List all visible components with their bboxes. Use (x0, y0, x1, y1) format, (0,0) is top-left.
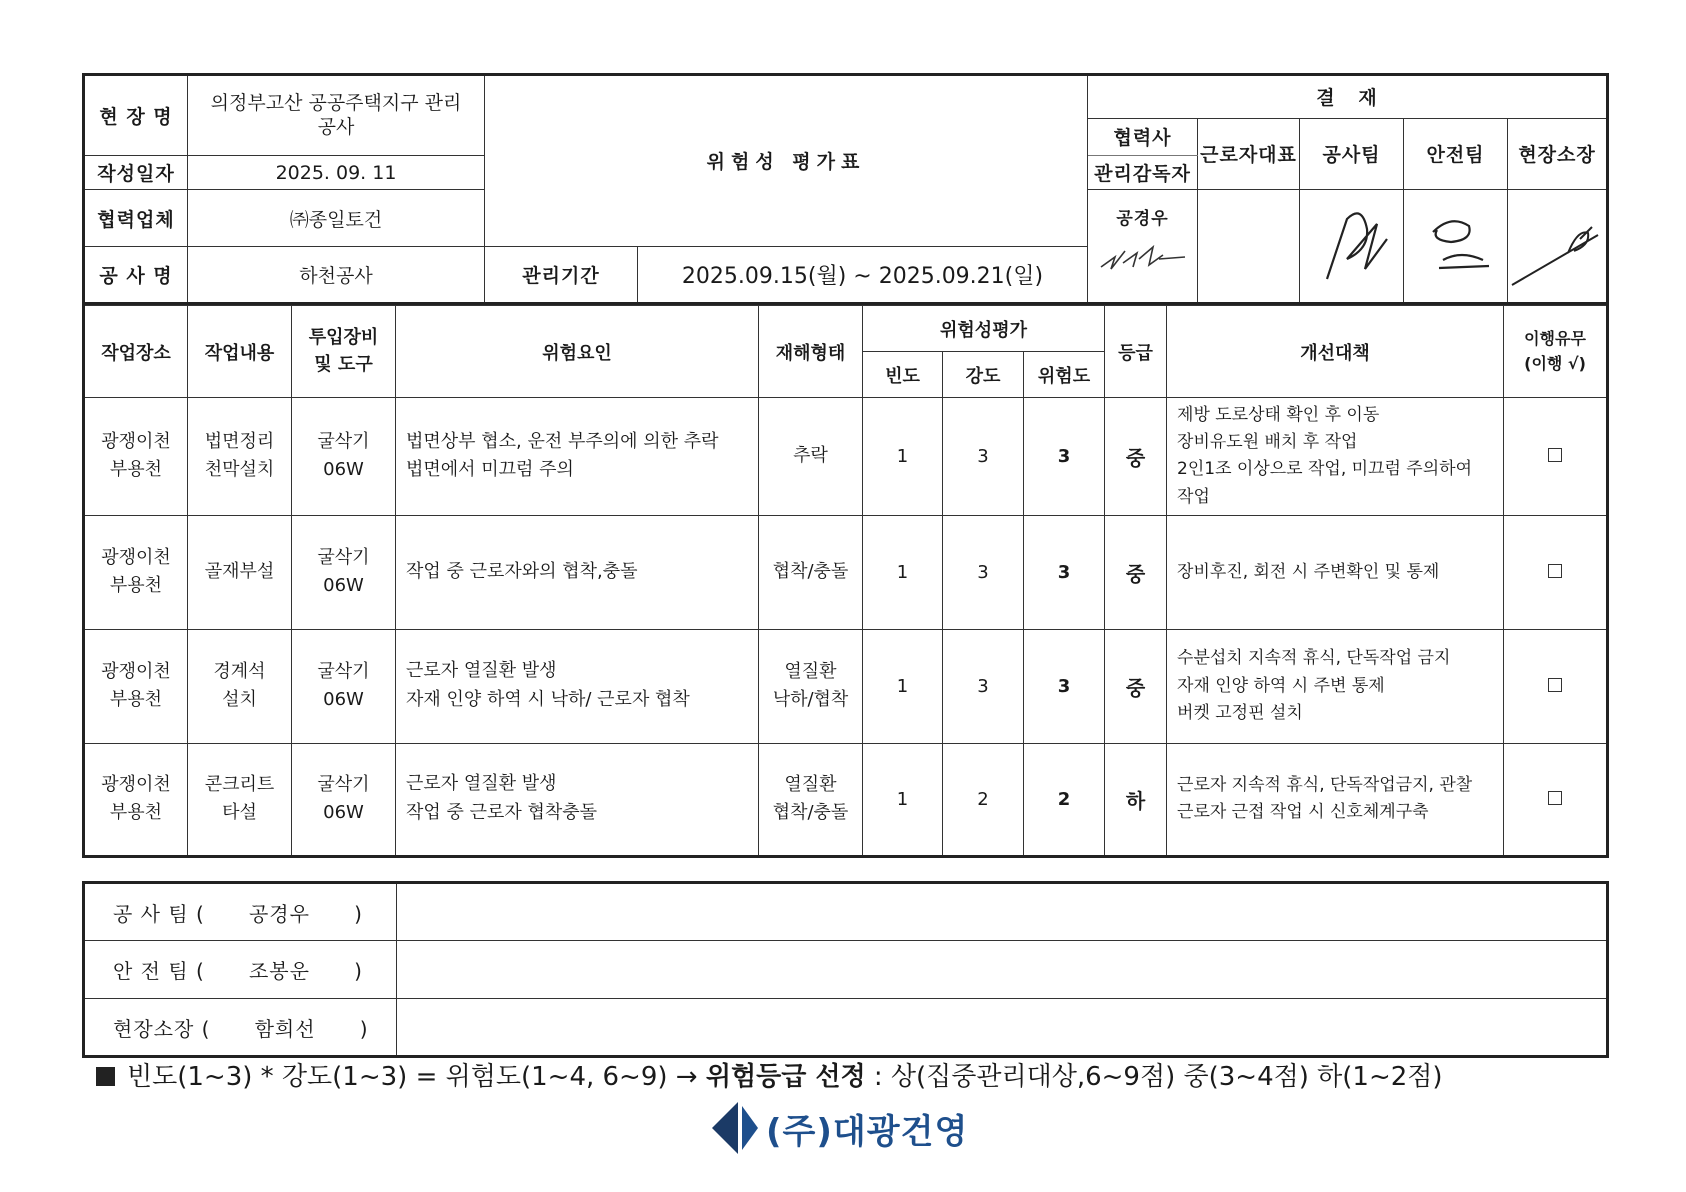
row-content: 법면정리 천막설치 (188, 398, 292, 516)
col-frequency: 빈도 (863, 352, 943, 398)
contractor-label: 협력업체 (84, 190, 188, 247)
site-name-text: 의정부고산 공공주택지구 관리공사 (210, 91, 462, 138)
col-done: 이행유무 (이행 √) (1504, 306, 1608, 398)
row-done-cell (1504, 515, 1608, 629)
row-accident: 열질환 협착/충돌 (759, 743, 863, 856)
row-risk: 2 (1024, 743, 1105, 856)
row-measure: 장비후진, 회전 시 주변확인 및 통제 (1167, 515, 1504, 629)
row-grade: 하 (1105, 743, 1167, 856)
row-accident: 열질환 낙하/협착 (759, 629, 863, 743)
row-content: 콘크리트 타설 (188, 743, 292, 856)
row-done-cell (1504, 743, 1608, 856)
approval-title: 결 재 (1088, 75, 1608, 119)
row-content: 경계석 설치 (188, 629, 292, 743)
col-hazard: 위험요인 (396, 306, 759, 398)
company-logo (712, 1100, 968, 1156)
col-severity: 강도 (943, 352, 1024, 398)
col-content: 작업내용 (188, 306, 292, 398)
row-severity: 2 (943, 743, 1024, 856)
row-severity: 3 (943, 629, 1024, 743)
role-construction-team: 공사팀 (1300, 118, 1404, 189)
row-severity: 3 (943, 515, 1024, 629)
formula-text: 빈도(1~3) * 강도(1~3) = 위험도(1~4, 6~9) → (127, 1062, 698, 1092)
partner-label: 협력사 (1088, 118, 1198, 155)
team-construction-label: 공 사 팀 ( 공경우 ) (84, 883, 397, 941)
company-name: (주)대광건영 (766, 1111, 969, 1152)
grade-selection-label: 위험등급 선정 (705, 1062, 866, 1092)
row-done-cell (1504, 629, 1608, 743)
row-equipment: 굴삭기 06W (292, 515, 396, 629)
col-grade: 등급 (1105, 306, 1167, 398)
table-row (84, 398, 1608, 516)
team-safety-sign-area[interactable] (397, 941, 1608, 999)
row-risk: 3 (1024, 515, 1105, 629)
table-row (84, 629, 1608, 743)
document-title: 위험성 평가표 (485, 75, 1088, 247)
row-grade: 중 (1105, 398, 1167, 516)
row-hazard: 법면상부 협소, 운전 부주의에 의한 추락 법면에서 미끄럼 주의 (396, 398, 759, 516)
worker-rep-sign-cell (1198, 190, 1300, 304)
contractor-value: ㈜종일토건 (188, 190, 485, 247)
site-name-value (188, 75, 485, 156)
grade-criteria-text: : 상(집중관리대상,6~9점) 중(3~4점) 하(1~2점) (873, 1062, 1443, 1092)
row-frequency: 1 (863, 743, 943, 856)
risk-assessment-table (82, 305, 1609, 858)
risk-formula-note (96, 1056, 1443, 1093)
team-row (84, 883, 1608, 941)
col-accident: 재해형태 (759, 306, 863, 398)
row-severity: 3 (943, 398, 1024, 516)
role-worker-rep: 근로자대표 (1198, 118, 1300, 189)
row-measure: 제방 도로상태 확인 후 이동 장비유도원 배치 후 작업 2인1조 이상으로 작업, 미끄럼 주의하여 작업 (1167, 398, 1504, 516)
team-safety-label: 안 전 팀 ( 조봉운 ) (84, 941, 397, 999)
team-row (84, 941, 1608, 999)
col-measure: 개선대책 (1167, 306, 1504, 398)
row-risk: 3 (1024, 629, 1105, 743)
row-accident: 협착/충돌 (759, 515, 863, 629)
construction-team-signature (1307, 199, 1397, 289)
supervisor-label: 관리감독자 (1088, 156, 1198, 190)
header-table (82, 73, 1609, 305)
row-risk: 3 (1024, 398, 1105, 516)
site-manager-signature (1508, 199, 1608, 289)
row-measure: 근로자 지속적 휴식, 단독작업금지, 관찰 근로자 근접 작업 시 신호체계구축 (1167, 743, 1504, 856)
done-checkbox[interactable] (1548, 448, 1562, 462)
role-safety-team: 안전팀 (1404, 118, 1508, 189)
row-place: 광쟁이천 부용천 (84, 515, 188, 629)
square-bullet-icon (96, 1067, 115, 1086)
row-done-cell (1504, 398, 1608, 516)
row-grade: 중 (1105, 515, 1167, 629)
table-row (84, 515, 1608, 629)
role-site-manager: 현장소장 (1508, 118, 1608, 189)
row-place: 광쟁이천 부용천 (84, 398, 188, 516)
row-equipment: 굴삭기 06W (292, 743, 396, 856)
row-frequency: 1 (863, 398, 943, 516)
row-equipment: 굴삭기 06W (292, 398, 396, 516)
row-content: 골재부설 (188, 515, 292, 629)
row-grade: 중 (1105, 629, 1167, 743)
team-site-manager-label: 현장소장 ( 함희선 ) (84, 999, 397, 1057)
company-logo-icon (712, 1102, 758, 1154)
row-frequency: 1 (863, 515, 943, 629)
work-name-value: 하천공사 (188, 246, 485, 303)
safety-team-signature (1411, 204, 1501, 284)
row-measure: 수분섭치 지속적 휴식, 단독작업 금지 자재 인양 하역 시 주변 통제 버켓 고정핀 설치 (1167, 629, 1504, 743)
row-equipment: 굴삭기 06W (292, 629, 396, 743)
col-assessment: 위험성평가 (863, 306, 1105, 352)
team-confirmation-table (82, 881, 1609, 1058)
done-checkbox[interactable] (1548, 678, 1562, 692)
date-label: 작성일자 (84, 156, 188, 190)
done-checkbox[interactable] (1548, 564, 1562, 578)
row-frequency: 1 (863, 629, 943, 743)
col-risk: 위험도 (1024, 352, 1105, 398)
period-value: 2025.09.15(월) ~ 2025.09.21(일) (638, 246, 1088, 303)
date-value: 2025. 09. 11 (188, 156, 485, 190)
row-hazard: 근로자 열질환 발생 작업 중 근로자 협착충돌 (396, 743, 759, 856)
work-name-label: 공 사 명 (84, 246, 188, 303)
row-accident: 추락 (759, 398, 863, 516)
safety-team-sign-cell (1404, 190, 1508, 304)
site-name-label: 현 장 명 (84, 75, 188, 156)
site-manager-sign-cell (1508, 190, 1608, 304)
row-hazard: 근로자 열질환 발생 자재 인양 하역 시 낙하/ 근로자 협착 (396, 629, 759, 743)
row-place: 광쟁이천 부용천 (84, 743, 188, 856)
team-construction-sign-area[interactable] (397, 883, 1608, 941)
supervisor-name: 공경우 (1116, 209, 1169, 230)
team-row (84, 999, 1608, 1057)
supervisor-signature (1093, 229, 1193, 279)
table-row (84, 743, 1608, 856)
team-site-manager-sign-area[interactable] (397, 999, 1608, 1057)
row-hazard: 작업 중 근로자와의 협착,충돌 (396, 515, 759, 629)
col-equipment: 투입장비 및 도구 (292, 306, 396, 398)
period-label: 관리기간 (485, 246, 638, 303)
supervisor-sign-cell (1088, 190, 1198, 304)
row-place: 광쟁이천 부용천 (84, 629, 188, 743)
construction-team-sign-cell (1300, 190, 1404, 304)
col-place: 작업장소 (84, 306, 188, 398)
done-checkbox[interactable] (1548, 791, 1562, 805)
